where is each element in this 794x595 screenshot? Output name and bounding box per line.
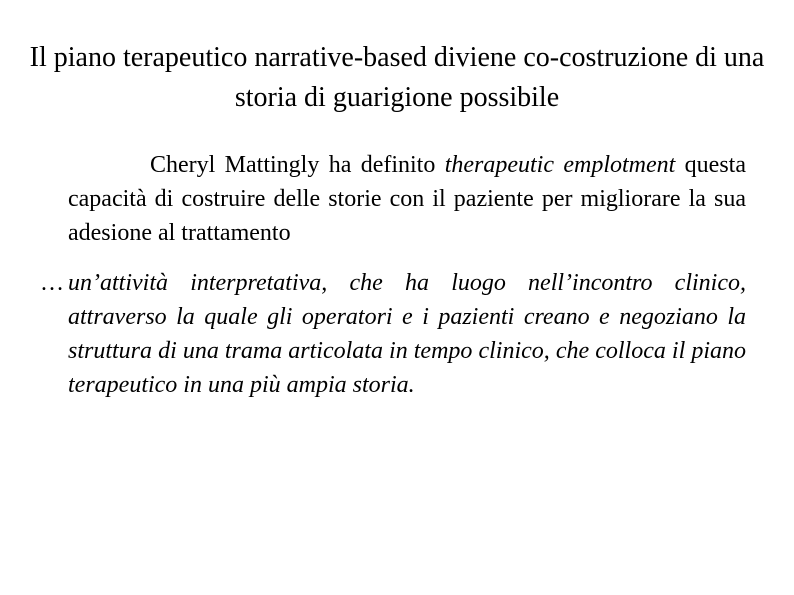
- paragraph-definition-lead: Cheryl Mattingly ha definito: [150, 152, 445, 178]
- paragraph-definition-rest: questa capacità di costruire delle storie con il paziente per migliorare la sua adesione al trattamento: [68, 152, 746, 246]
- quote-text: un’attività interpretativa, che ha luogo nell’incontro clinico, attraverso la quale gli operatori e i pazienti creano e negoziano la struttura di una trama articolata in tempo clinico, che colloca il piano terapeutico in una più ampia storia.: [68, 270, 746, 398]
- term-therapeutic-emplotment: therapeutic emplotment: [444, 152, 676, 178]
- slide-title: Il piano terapeutico narrative-based diviene co-costruzione di una storia di guarigione possibile: [29, 42, 765, 113]
- quote-ellipsis: …: [40, 270, 64, 296]
- paragraph-definition: [40, 148, 746, 250]
- paragraph-quote: [40, 266, 746, 402]
- slide-body: [40, 148, 746, 402]
